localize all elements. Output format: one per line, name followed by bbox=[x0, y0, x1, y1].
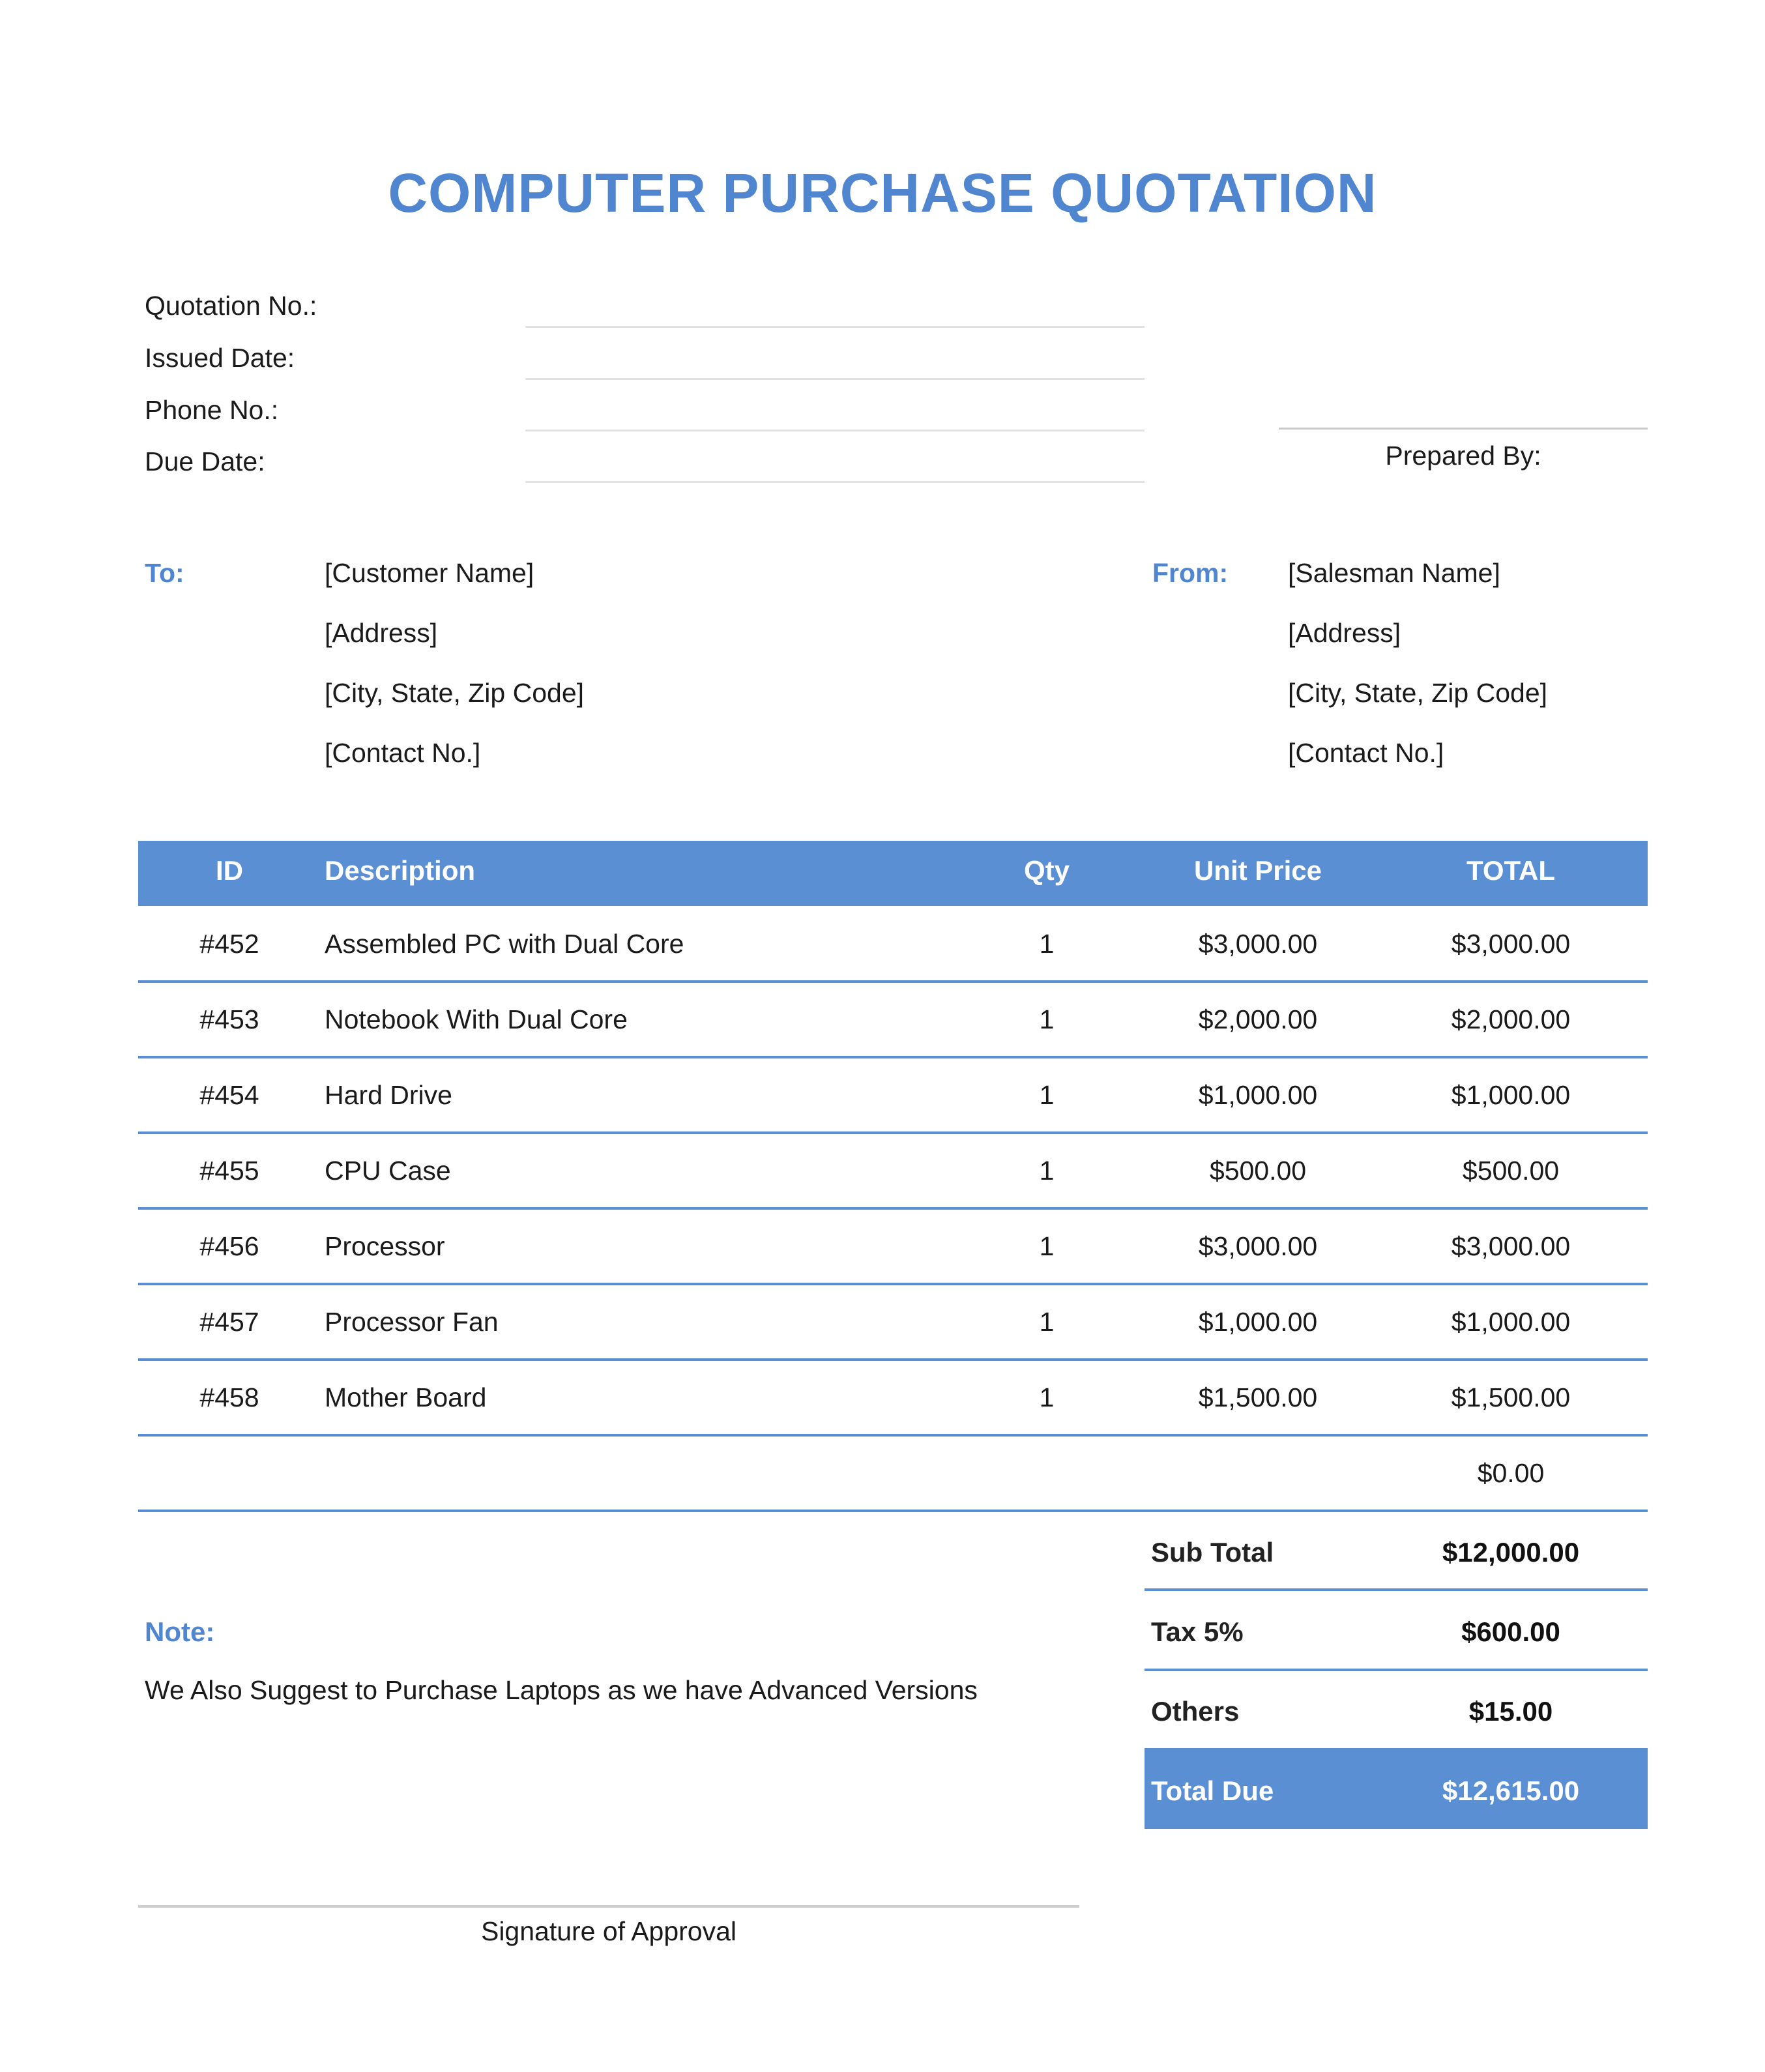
prepared-by-label: Prepared By: bbox=[1385, 441, 1541, 471]
issued-date-label: Issued Date: bbox=[145, 343, 295, 373]
to-customer-name: [Customer Name] bbox=[325, 558, 534, 588]
header-description: Description bbox=[325, 855, 476, 886]
row-divider bbox=[138, 1510, 1648, 1512]
header-qty: Qty bbox=[1023, 855, 1070, 886]
from-label: From: bbox=[1152, 558, 1229, 588]
summary-divider bbox=[1145, 1669, 1648, 1671]
row-1-total: $3,000.00 bbox=[1451, 929, 1571, 959]
row-5-qty: 1 bbox=[1039, 1231, 1055, 1261]
row-1-unit-price: $3,000.00 bbox=[1198, 929, 1318, 959]
phone-no-field[interactable] bbox=[525, 430, 1145, 431]
row-divider bbox=[138, 980, 1648, 983]
from-salesman-name: [Salesman Name] bbox=[1288, 558, 1500, 588]
row-8-total: $0.00 bbox=[1477, 1458, 1545, 1488]
signature-label: Signature of Approval bbox=[480, 1916, 737, 1946]
row-2-description: Notebook With Dual Core bbox=[325, 1004, 628, 1034]
from-contact-no: [Contact No.] bbox=[1288, 738, 1444, 768]
prepared-by-field[interactable] bbox=[1279, 428, 1648, 430]
row-4-total: $500.00 bbox=[1462, 1156, 1560, 1186]
row-3-description: Hard Drive bbox=[325, 1080, 452, 1110]
row-7-id: #458 bbox=[199, 1382, 259, 1412]
page-title: COMPUTER PURCHASE QUOTATION bbox=[388, 162, 1377, 224]
row-5-id: #456 bbox=[199, 1231, 259, 1261]
signature-line[interactable] bbox=[138, 1905, 1079, 1908]
row-3-total: $1,000.00 bbox=[1451, 1080, 1571, 1110]
note-text: We Also Suggest to Purchase Laptops as we have Advanced Versions bbox=[145, 1675, 978, 1705]
row-1-description: Assembled PC with Dual Core bbox=[325, 929, 684, 959]
row-6-unit-price: $1,000.00 bbox=[1198, 1307, 1318, 1337]
row-divider bbox=[138, 1131, 1648, 1134]
row-7-unit-price: $1,500.00 bbox=[1198, 1382, 1318, 1412]
row-6-description: Processor Fan bbox=[325, 1307, 499, 1337]
subtotal-label: Sub Total bbox=[1151, 1537, 1274, 1568]
quotation-no-field[interactable] bbox=[525, 326, 1145, 328]
note-label: Note: bbox=[145, 1616, 215, 1647]
others-label: Others bbox=[1151, 1696, 1240, 1727]
quotation-no-label: Quotation No.: bbox=[145, 291, 317, 321]
row-2-unit-price: $2,000.00 bbox=[1198, 1004, 1318, 1034]
row-divider bbox=[138, 1207, 1648, 1210]
row-1-qty: 1 bbox=[1039, 929, 1055, 959]
row-divider bbox=[138, 1358, 1648, 1361]
row-divider bbox=[138, 1434, 1648, 1437]
tax-label: Tax 5% bbox=[1151, 1616, 1244, 1647]
row-6-total: $1,000.00 bbox=[1451, 1307, 1571, 1337]
row-7-qty: 1 bbox=[1039, 1382, 1055, 1412]
to-address: [Address] bbox=[325, 618, 438, 648]
due-date-field[interactable] bbox=[525, 481, 1145, 483]
row-5-unit-price: $3,000.00 bbox=[1198, 1231, 1318, 1261]
tax-value: $600.00 bbox=[1461, 1616, 1560, 1647]
row-divider bbox=[138, 1056, 1648, 1058]
header-total: TOTAL bbox=[1466, 855, 1556, 886]
row-7-total: $1,500.00 bbox=[1451, 1382, 1571, 1412]
row-2-id: #453 bbox=[199, 1004, 259, 1034]
from-city-state-zip: [City, State, Zip Code] bbox=[1288, 678, 1548, 708]
row-1-id: #452 bbox=[199, 929, 259, 959]
to-contact-no: [Contact No.] bbox=[325, 738, 481, 768]
row-5-description: Processor bbox=[325, 1231, 445, 1261]
header-id: ID bbox=[216, 855, 243, 886]
row-2-qty: 1 bbox=[1039, 1004, 1055, 1034]
row-3-unit-price: $1,000.00 bbox=[1198, 1080, 1318, 1110]
phone-no-label: Phone No.: bbox=[145, 395, 279, 425]
row-4-id: #455 bbox=[199, 1156, 259, 1186]
due-date-label: Due Date: bbox=[145, 446, 265, 476]
from-address: [Address] bbox=[1288, 618, 1401, 648]
header-unit-price: Unit Price bbox=[1193, 855, 1322, 886]
row-4-qty: 1 bbox=[1039, 1156, 1055, 1186]
subtotal-value: $12,000.00 bbox=[1442, 1537, 1580, 1568]
total-due-label: Total Due bbox=[1151, 1775, 1274, 1806]
row-5-total: $3,000.00 bbox=[1451, 1231, 1571, 1261]
summary-divider bbox=[1145, 1588, 1648, 1591]
row-6-id: #457 bbox=[199, 1307, 259, 1337]
row-4-description: CPU Case bbox=[325, 1156, 451, 1186]
row-7-description: Mother Board bbox=[325, 1382, 487, 1412]
row-3-qty: 1 bbox=[1039, 1080, 1055, 1110]
to-label: To: bbox=[145, 558, 184, 588]
row-2-total: $2,000.00 bbox=[1451, 1004, 1571, 1034]
row-3-id: #454 bbox=[199, 1080, 259, 1110]
row-divider bbox=[138, 1283, 1648, 1285]
to-city-state-zip: [City, State, Zip Code] bbox=[325, 678, 585, 708]
total-due-value: $12,615.00 bbox=[1442, 1775, 1580, 1806]
issued-date-field[interactable] bbox=[525, 378, 1145, 380]
row-6-qty: 1 bbox=[1039, 1307, 1055, 1337]
row-4-unit-price: $500.00 bbox=[1209, 1156, 1307, 1186]
others-value: $15.00 bbox=[1468, 1696, 1553, 1727]
